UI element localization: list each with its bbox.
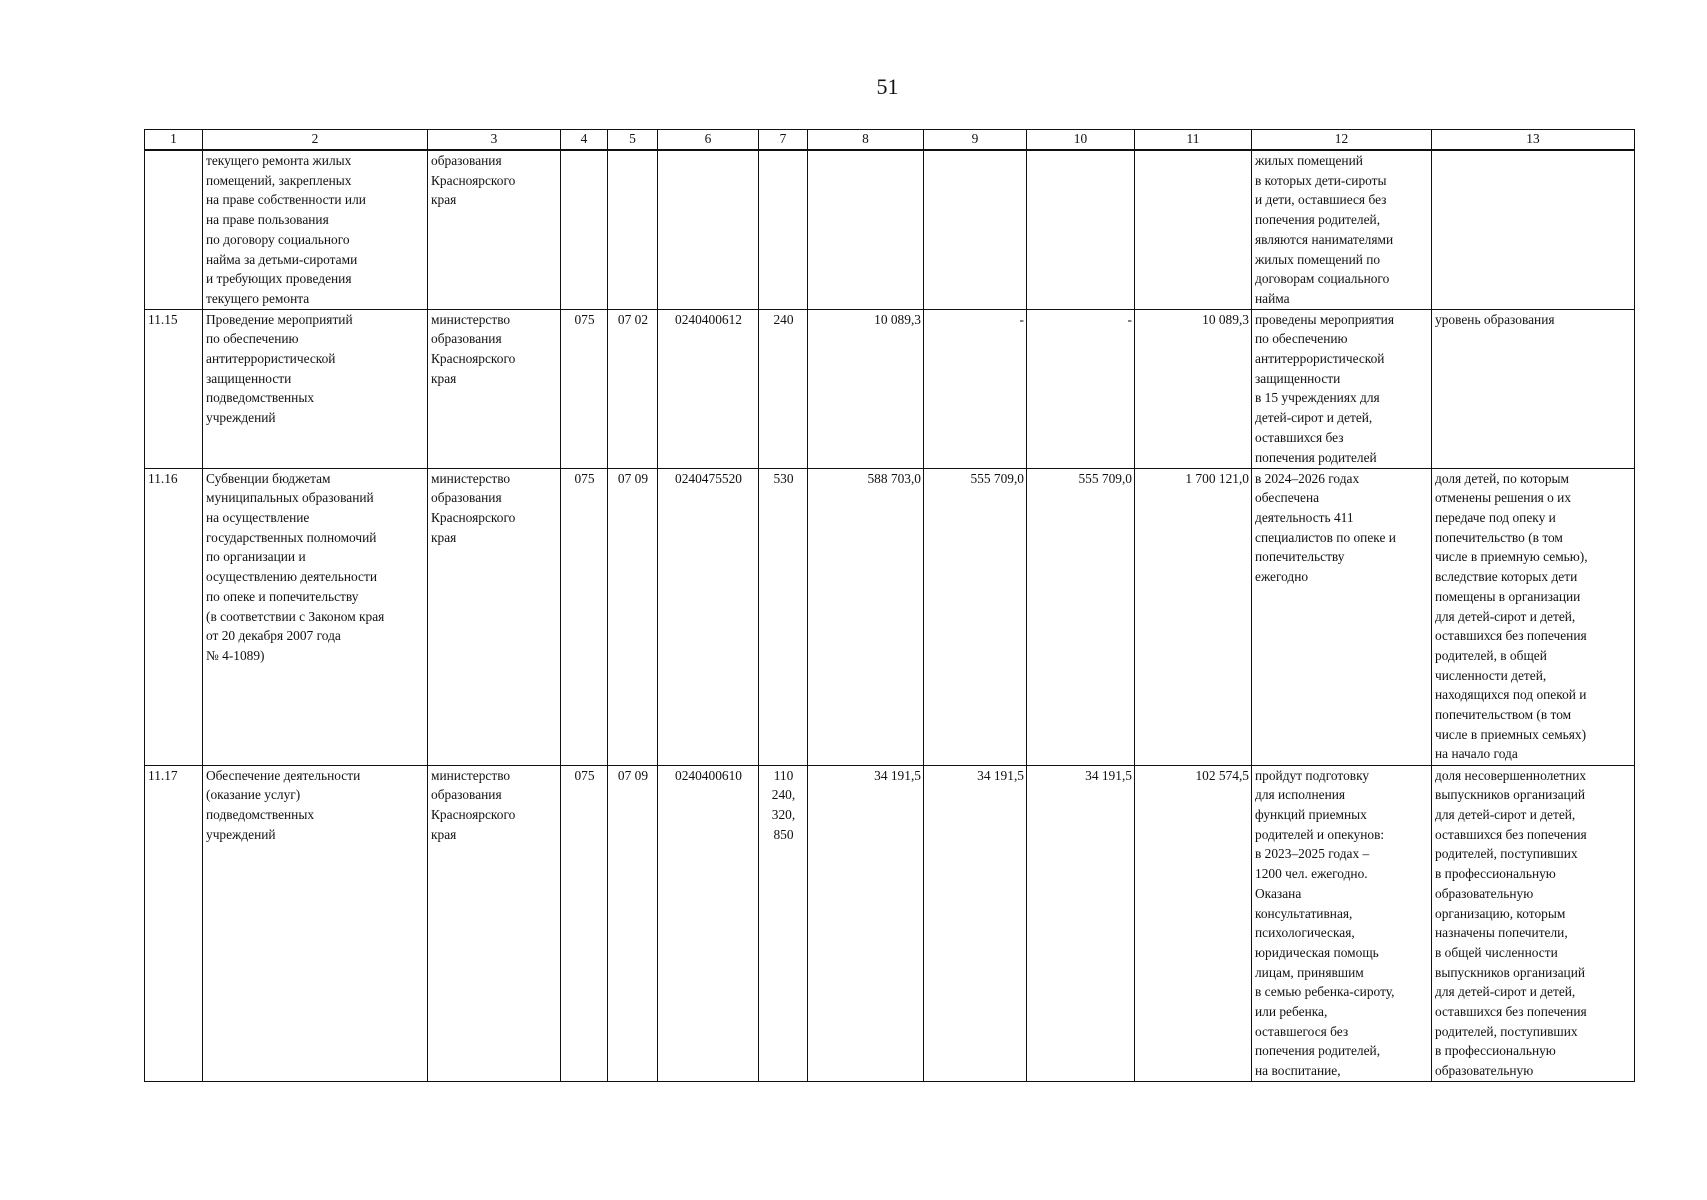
table-row [145, 765, 1635, 1081]
table-row [145, 468, 1635, 765]
column-header: 10 [1027, 130, 1135, 151]
amount-year-2: 555 709,0 [924, 468, 1027, 765]
row-number: 11.17 [145, 765, 203, 1081]
vr-code [759, 150, 808, 309]
column-header: 1 [145, 130, 203, 151]
csr-code: 0240475520 [658, 468, 759, 765]
activity-name: Проведение мероприятий по обеспечению антитеррористической защищенности подведомственных учреждений [203, 309, 428, 468]
amount-year-1: 10 089,3 [808, 309, 924, 468]
administrator: министерство образования Красноярского края [428, 765, 561, 1081]
amount-total: 1 700 121,0 [1135, 468, 1252, 765]
amount-year-2: 34 191,5 [924, 765, 1027, 1081]
indicator: доля несовершеннолетних выпускников организаций для детей-сирот и детей, оставшихся без попечения родителей, поступивших в профессиональную образовательную организацию, которым назначены попечители, в общей численности выпускников организаций для детей-сирот и детей, оставшихся без попечения родителей, поступивших в профессиональную образовательную [1432, 765, 1635, 1081]
column-header: 7 [759, 130, 808, 151]
page-number: 51 [876, 74, 899, 99]
amount-year-3: 555 709,0 [1027, 468, 1135, 765]
vr-code: 240 [759, 309, 808, 468]
row-number: 11.15 [145, 309, 203, 468]
csr-code: 0240400612 [658, 309, 759, 468]
amount-total: 10 089,3 [1135, 309, 1252, 468]
amount-total [1135, 150, 1252, 309]
expected-result: проведены мероприятия по обеспечению антитеррористической защищенности в 15 учреждениях для детей-сирот и детей, оставшихся без попечения родителей [1252, 309, 1432, 468]
rzpr-code: 07 09 [608, 765, 658, 1081]
amount-total: 102 574,5 [1135, 765, 1252, 1081]
administrator: образования Красноярского края [428, 150, 561, 309]
amount-year-2 [924, 150, 1027, 309]
amount-year-1: 588 703,0 [808, 468, 924, 765]
table-row [145, 150, 1635, 309]
csr-code: 0240400610 [658, 765, 759, 1081]
grbs-code: 075 [561, 468, 608, 765]
table-row [145, 309, 1635, 468]
row-number [145, 150, 203, 309]
expected-result: жилых помещений в которых дети-сироты и дети, оставшиеся без попечения родителей, являются нанимателями жилых помещений по договорам социального найма [1252, 150, 1432, 309]
column-header: 4 [561, 130, 608, 151]
column-header: 5 [608, 130, 658, 151]
activity-name: текущего ремонта жилых помещений, закрепленых на праве собственности или на праве пользования по договору социального найма за детьми-сиротами и требующих проведения текущего ремонта [203, 150, 428, 309]
rzpr-code: 07 02 [608, 309, 658, 468]
budget-table [144, 129, 1635, 1082]
expected-result: в 2024–2026 годах обеспечена деятельность 411 специалистов по опеке и попечительству ежегодно [1252, 468, 1432, 765]
amount-year-3: 34 191,5 [1027, 765, 1135, 1081]
grbs-code: 075 [561, 309, 608, 468]
column-header: 11 [1135, 130, 1252, 151]
vr-code: 530 [759, 468, 808, 765]
column-header: 3 [428, 130, 561, 151]
column-header: 9 [924, 130, 1027, 151]
indicator: уровень образования [1432, 309, 1635, 468]
table-header-row [145, 130, 1635, 151]
indicator [1432, 150, 1635, 309]
column-header: 12 [1252, 130, 1432, 151]
amount-year-3 [1027, 150, 1135, 309]
row-number: 11.16 [145, 468, 203, 765]
amount-year-2: - [924, 309, 1027, 468]
amount-year-1 [808, 150, 924, 309]
grbs-code [561, 150, 608, 309]
rzpr-code [608, 150, 658, 309]
administrator: министерство образования Красноярского края [428, 468, 561, 765]
column-header: 2 [203, 130, 428, 151]
activity-name: Субвенции бюджетам муниципальных образований на осуществление государственных полномочий по организации и осуществлению деятельности по опеке и попечительству (в соответствии с Законом края от 20 декабря 2007 года № 4-1089) [203, 468, 428, 765]
csr-code [658, 150, 759, 309]
rzpr-code: 07 09 [608, 468, 658, 765]
activity-name: Обеспечение деятельности (оказание услуг) подведомственных учреждений [203, 765, 428, 1081]
column-header: 13 [1432, 130, 1635, 151]
indicator: доля детей, по которым отменены решения о их передаче под опеку и попечительство (в том числе в приемную семью), вследствие которых дети помещены в организации для детей-сирот и детей, оставшихся без попечения родителей, в общей численности детей, находящихся под опекой и попечительством (в том числе в приемных семьях) на начало года [1432, 468, 1635, 765]
vr-code: 110 240, 320, 850 [759, 765, 808, 1081]
administrator: министерство образования Красноярского края [428, 309, 561, 468]
grbs-code: 075 [561, 765, 608, 1081]
amount-year-1: 34 191,5 [808, 765, 924, 1081]
column-header: 8 [808, 130, 924, 151]
amount-year-3: - [1027, 309, 1135, 468]
column-header: 6 [658, 130, 759, 151]
expected-result: пройдут подготовку для исполнения функций приемных родителей и опекунов: в 2023–2025 годах – 1200 чел. ежегодно. Оказана консультативная, психологическая, юридическая помощь лицам, принявшим в семью ребенка-сироту, или ребенка, оставшегося без попечения родителей, на воспитание, [1252, 765, 1432, 1081]
